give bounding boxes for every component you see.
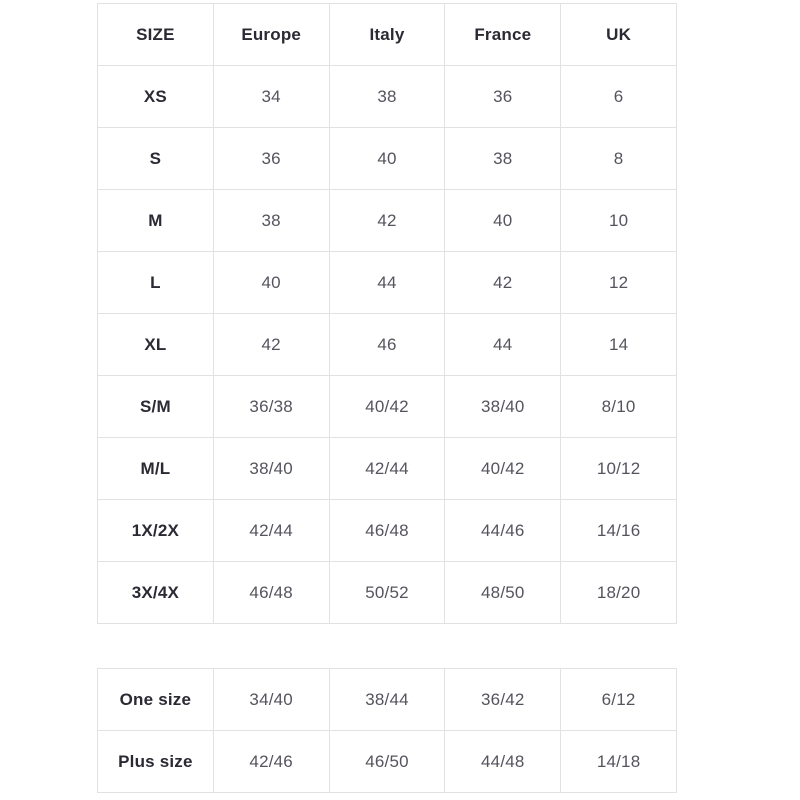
- size-value: 6: [561, 66, 677, 128]
- size-value: 38/40: [445, 376, 561, 438]
- column-header-size: SIZE: [98, 4, 214, 66]
- table-row: [98, 128, 677, 190]
- size-value: 8: [561, 128, 677, 190]
- table-row: [98, 66, 677, 128]
- size-conversion-table: [97, 3, 677, 624]
- row-label: XL: [98, 314, 214, 376]
- size-value: 36: [213, 128, 329, 190]
- size-value: 44/48: [445, 731, 561, 793]
- size-value: 12: [561, 252, 677, 314]
- table-row: [98, 314, 677, 376]
- size-value: 10/12: [561, 438, 677, 500]
- size-value: 42: [329, 190, 445, 252]
- size-value: 8/10: [561, 376, 677, 438]
- size-value: 50/52: [329, 562, 445, 624]
- size-value: 46/50: [329, 731, 445, 793]
- table-row: [98, 252, 677, 314]
- size-value: 36/38: [213, 376, 329, 438]
- row-label: 3X/4X: [98, 562, 214, 624]
- size-value: 14/18: [561, 731, 677, 793]
- row-label: M/L: [98, 438, 214, 500]
- row-label: 1X/2X: [98, 500, 214, 562]
- column-header-uk: UK: [561, 4, 677, 66]
- size-table-header: [98, 4, 677, 66]
- size-value: 42: [445, 252, 561, 314]
- size-value: 14/16: [561, 500, 677, 562]
- size-value: 14: [561, 314, 677, 376]
- size-value: 40/42: [329, 376, 445, 438]
- size-value: 40: [213, 252, 329, 314]
- size-value: 42/44: [213, 500, 329, 562]
- size-value: 42/44: [329, 438, 445, 500]
- row-label: S/M: [98, 376, 214, 438]
- special-size-table-body: [98, 669, 677, 793]
- size-value: 44/46: [445, 500, 561, 562]
- size-value: 46: [329, 314, 445, 376]
- row-label: One size: [98, 669, 214, 731]
- size-table-body: [98, 66, 677, 624]
- column-header-italy: Italy: [329, 4, 445, 66]
- size-value: 44: [445, 314, 561, 376]
- size-value: 48/50: [445, 562, 561, 624]
- size-value: 40: [329, 128, 445, 190]
- size-value: 18/20: [561, 562, 677, 624]
- size-value: 44: [329, 252, 445, 314]
- size-value: 36/42: [445, 669, 561, 731]
- table-row: [98, 500, 677, 562]
- size-value: 10: [561, 190, 677, 252]
- row-label: S: [98, 128, 214, 190]
- row-label: L: [98, 252, 214, 314]
- size-value: 34: [213, 66, 329, 128]
- header-row: [98, 4, 677, 66]
- table-row: [98, 190, 677, 252]
- table-row: [98, 376, 677, 438]
- size-value: 46/48: [213, 562, 329, 624]
- size-value: 42/46: [213, 731, 329, 793]
- size-value: 36: [445, 66, 561, 128]
- size-value: 46/48: [329, 500, 445, 562]
- row-label: XS: [98, 66, 214, 128]
- size-value: 40: [445, 190, 561, 252]
- table-row: [98, 669, 677, 731]
- size-value: 38: [213, 190, 329, 252]
- size-value: 38: [329, 66, 445, 128]
- table-row: [98, 562, 677, 624]
- one-size-plus-size-table: [97, 668, 677, 793]
- size-value: 6/12: [561, 669, 677, 731]
- size-value: 42: [213, 314, 329, 376]
- size-value: 38: [445, 128, 561, 190]
- row-label: M: [98, 190, 214, 252]
- size-value: 38/44: [329, 669, 445, 731]
- column-header-france: France: [445, 4, 561, 66]
- table-row: [98, 731, 677, 793]
- size-value: 34/40: [213, 669, 329, 731]
- size-value: 38/40: [213, 438, 329, 500]
- row-label: Plus size: [98, 731, 214, 793]
- size-value: 40/42: [445, 438, 561, 500]
- table-row: [98, 438, 677, 500]
- column-header-europe: Europe: [213, 4, 329, 66]
